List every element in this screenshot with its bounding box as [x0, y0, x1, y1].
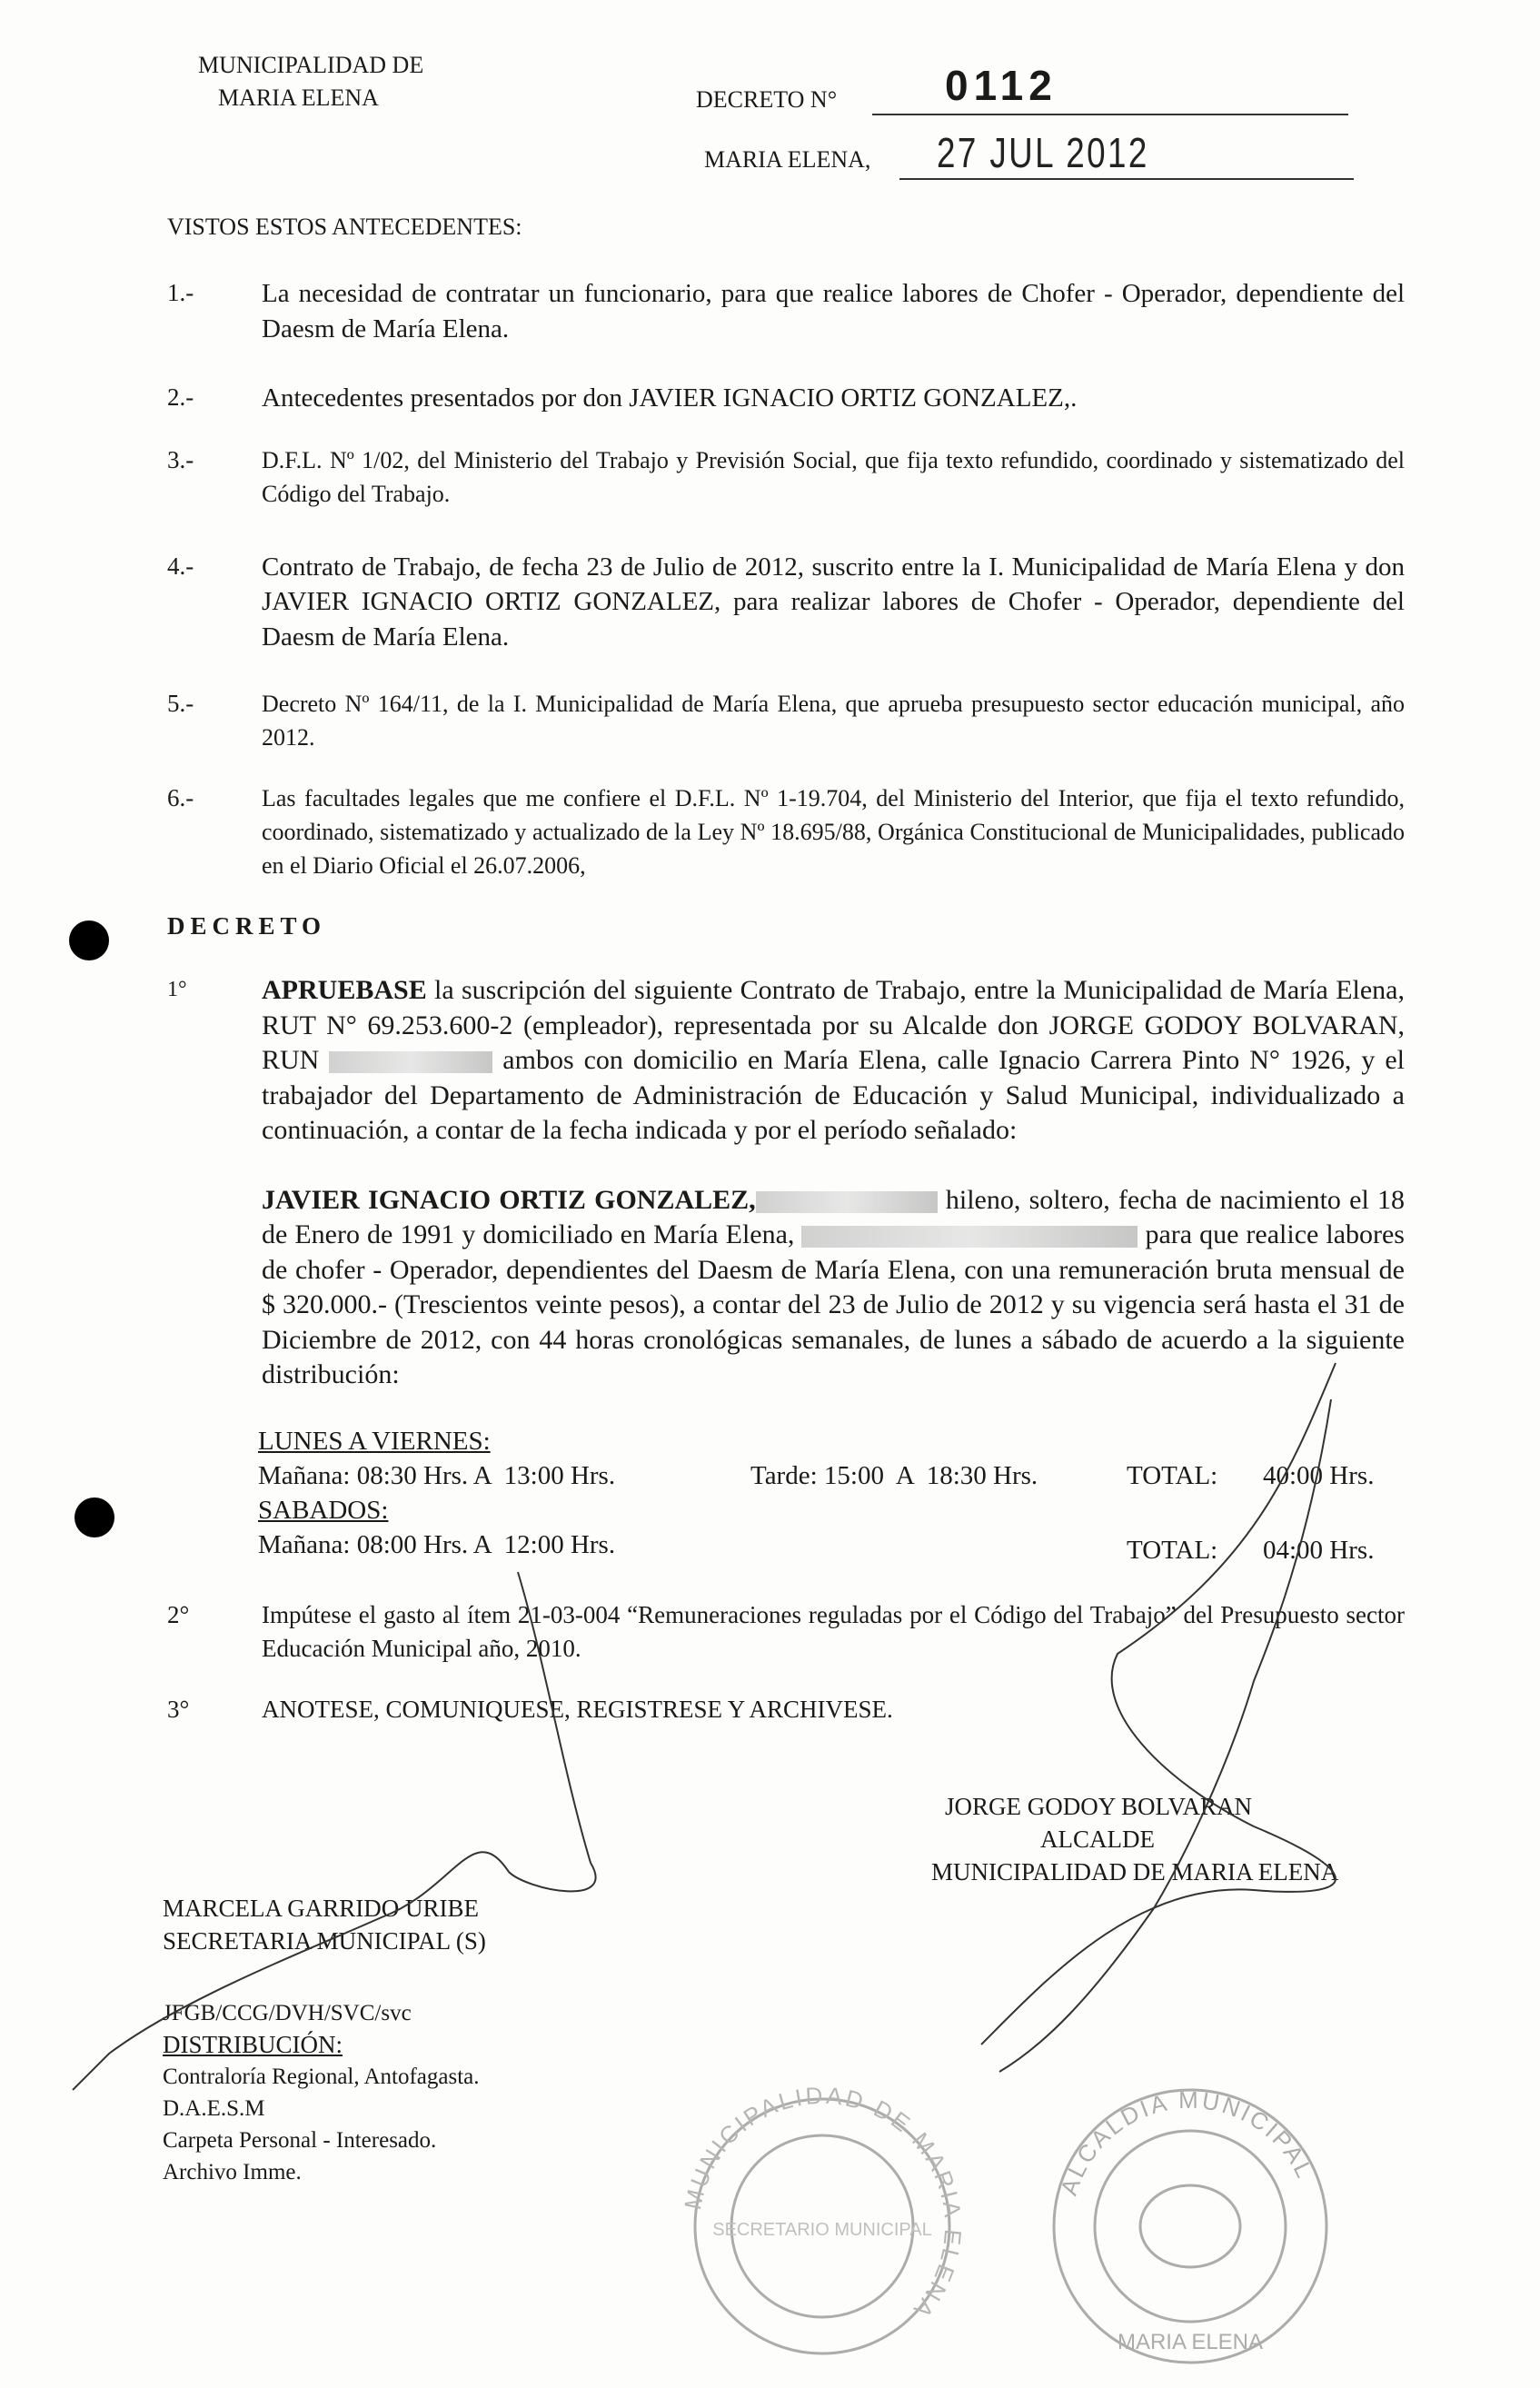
secretary-title: SECRETARIA MUNICIPAL (S) [163, 1926, 486, 1955]
article-3 [0, 1693, 1540, 1726]
distribution-item: Contraloría Regional, Antofagasta. [163, 2064, 480, 2089]
item-number: 4.- [167, 552, 194, 580]
article-1 [0, 973, 1540, 1149]
article-3-text: ANOTESE, COMUNIQUESE, REGISTRESE Y ARCHIVESE. [262, 1695, 893, 1723]
decree-number: 0112 [945, 62, 1058, 109]
weekday-morning: Mañana: 08:30 Hrs. A 13:00 Hrs. [258, 1460, 616, 1490]
stamp-bottom-text: MARIA ELENA [1117, 2330, 1264, 2354]
article-1-text: la suscripción del siguiente Contrato de Trabajo, entre la Municipalidad de María Elena, RUT N° 69.253.600-2 (empleador), representada por su Alcalde don JORGE GODOY BOLVARAN, RUN [262, 975, 1405, 1075]
schedule [0, 1424, 1540, 1565]
mayor-name: JORGE GODOY BOLVARAN [945, 1792, 1253, 1820]
signature-area [0, 1790, 1540, 1990]
decree-number-line [872, 114, 1348, 115]
place-label: MARIA ELENA, [704, 146, 871, 173]
saturday-morning: Mañana: 08:00 Hrs. A 12:00 Hrs. [258, 1529, 616, 1559]
weekday-afternoon: Tarde: 15:00 A 18:30 Hrs. [750, 1460, 1038, 1490]
saturday-title: SABADOS: [258, 1495, 389, 1525]
saturday-total-label: TOTAL: [1127, 1535, 1218, 1565]
article-1-body [262, 973, 1405, 1149]
article-number: 1° [167, 978, 187, 1001]
redacted-run [329, 1051, 492, 1073]
redacted-run [756, 1191, 938, 1213]
antecedent-text: Antecedentes presentados por don JAVIER IGNACIO ORTIZ GONZALEZ,. [262, 383, 1078, 413]
initials: JFGB/CCG/DVH/SVC/svc [163, 2000, 412, 2025]
mayor-org: MUNICIPALIDAD DE MARIA ELENA [931, 1857, 1339, 1886]
item-number: 2.- [167, 383, 194, 411]
item-number: 5.- [167, 690, 194, 717]
punch-hole [69, 920, 109, 960]
secretary-name: MARCELA GARRIDO URIBE [163, 1894, 480, 1922]
decreto-title: DECRETO [167, 912, 327, 940]
article-1-verb: APRUEBASE [262, 975, 427, 1005]
article-1-text: ambos con domicilio en María Elena, calle Ignacio Carrera Pinto N° 1926, y el trabajador del Departamento de Administración de Educación y Salud Municipal, individualizado a continuación, a contar de la fecha indicada y por el período señalado: [262, 1045, 1405, 1145]
distribution-item: Carpeta Personal - Interesado. [163, 2127, 437, 2153]
vistos-title: VISTOS ESTOS ANTECEDENTES: [167, 214, 522, 240]
antecedent-item [0, 550, 1540, 655]
stamp-ring-text: MUNICIPALIDAD DE MARIA ELENA [679, 2081, 968, 2325]
antecedent-text: La necesidad de contratar un funcionario, para que realice labores de Chofer - Operador, dependiente del Daesm de María Elena. [262, 279, 1405, 343]
date-stamp: 27 JUL 2012 [937, 129, 1149, 176]
item-number: 3.- [167, 445, 194, 473]
mayor-signature-block [931, 1790, 1339, 1888]
antecedent-item [0, 381, 1540, 416]
weekday-total: 40:00 Hrs. [1263, 1460, 1375, 1490]
antecedent-text: D.F.L. Nº 1/02, del Ministerio del Trabajo y Previsión Social, que fija texto refundido, coordinado y sistematizado del Código del Trabajo. [262, 446, 1405, 507]
punch-hole [75, 1497, 114, 1537]
secretary-signature-block [163, 1892, 486, 1957]
organization-name [198, 49, 423, 114]
distribution-item: D.A.E.S.M [163, 2095, 265, 2121]
article-number: 3° [167, 1695, 190, 1723]
antecedent-item [0, 443, 1540, 511]
item-number: 6.- [167, 784, 194, 811]
mayor-title: ALCALDE [1040, 1825, 1155, 1853]
stamp-top-text: ALCALDIA MUNICIPAL [1054, 2085, 1320, 2199]
distribution-title: DISTRIBUCIÓN: [163, 2030, 343, 2058]
worker-text: hileno, soltero, fecha de nacimiento el 18 de Enero de 1991 y domiciliado en María Elena, [262, 1184, 1405, 1249]
antecedent-text: Las facultades legales que me confiere el D.F.L. Nº 1-19.704, del Ministerio del Interior, que fija el texto refundido, coordinado, sistematizado y actualizado de la Ley Nº 18.695/88, Orgánica Constitucional de Municipalidades, publicado en el Diario Oficial el 26.07.2006, [262, 785, 1405, 879]
worker-body [262, 1183, 1405, 1393]
antecedent-item [0, 276, 1540, 346]
antecedent-text: Contrato de Trabajo, de fecha 23 de Julio de 2012, suscrito entre la I. Municipalidad de María Elena y don JAVIER IGNACIO ORTIZ GONZALEZ, para realizar labores de Chofer - Operador, dependiente del Daesm de María Elena. [262, 552, 1405, 652]
antecedent-item [0, 687, 1540, 754]
org-line-1: MUNICIPALIDAD DE [198, 52, 424, 78]
item-number: 1.- [167, 279, 194, 306]
worker-paragraph [0, 1183, 1540, 1393]
worker-name: JAVIER IGNACIO ORTIZ GONZALEZ, [262, 1184, 756, 1215]
antecedent-item [0, 781, 1540, 882]
weekday-total-label: TOTAL: [1127, 1460, 1218, 1490]
weekday-title: LUNES A VIERNES: [258, 1426, 491, 1456]
distribution-item: Archivo Imme. [163, 2159, 302, 2184]
saturday-total: 04:00 Hrs. [1263, 1535, 1375, 1565]
redacted-address [801, 1226, 1138, 1248]
date-line [899, 178, 1354, 180]
article-number: 2° [167, 1600, 190, 1628]
antecedent-text: Decreto Nº 164/11, de la I. Municipalidad de María Elena, que aprueba presupuesto sector educación municipal, año 2012. [262, 691, 1405, 751]
org-line-2: MARIA ELENA [218, 85, 379, 111]
document-body [0, 211, 1540, 2188]
article-2 [0, 1598, 1540, 1666]
worker-text: para que realice labores de chofer - Operador, dependientes del Daesm de María Elena, con una remuneración bruta mensual de $ 320.000.- (Trescientos veinte pesos), a contar del 23 de Julio de 2012 y su vigencia será hasta el 31 de Diciembre de 2012, con 44 horas cronológicas semanales, de lunes a sábado de acuerdo a la siguiente distribución: [262, 1219, 1405, 1389]
article-2-text: Impútese el gasto al ítem 21-03-004 “Remuneraciones reguladas por el Código del Trabajo” del Presupuesto sector Educación Municipal año, 2010. [262, 1600, 1405, 1662]
stamp-center-text: SECRETARIO MUNICIPAL [712, 2220, 932, 2240]
decree-label: DECRETO N° [696, 86, 838, 113]
